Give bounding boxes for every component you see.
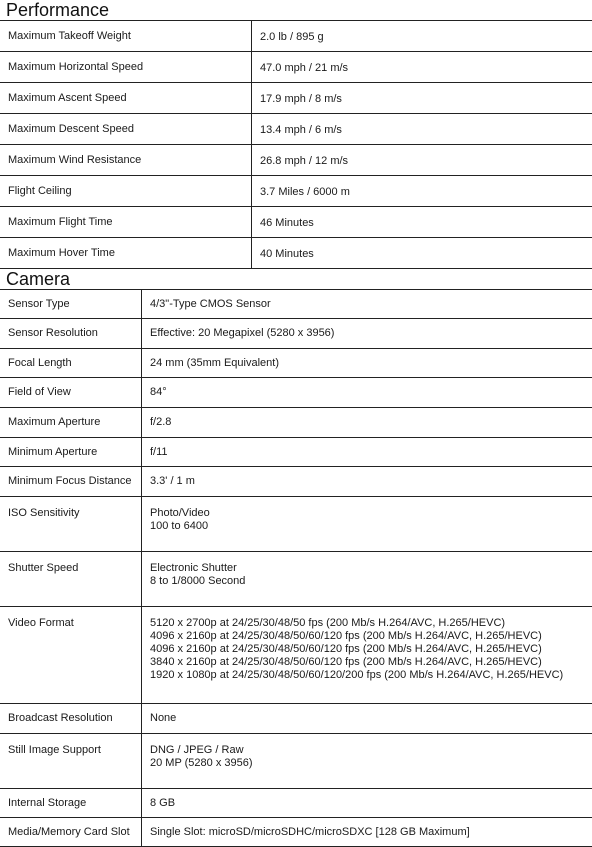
spec-value-line: 4096 x 2160p at 24/25/30/48/50/60/120 fps (200 Mb/s H.264/AVC, H.265/HEVC) [150, 630, 592, 643]
camera-row [0, 552, 592, 607]
camera-row [0, 349, 592, 378]
camera-row [0, 467, 592, 497]
camera-row [0, 497, 592, 552]
spec-value [142, 607, 592, 704]
camera-row [0, 290, 592, 319]
spec-label: Sensor Type [0, 290, 142, 319]
spec-value-line: 8 to 1/8000 Second [150, 575, 592, 588]
spec-value: 26.8 mph / 12 m/s [252, 145, 592, 176]
performance-heading: Performance [0, 0, 592, 20]
camera-row [0, 789, 592, 818]
spec-value-line: None [150, 712, 592, 725]
spec-value-line: 1920 x 1080p at 24/25/30/48/50/60/120/200 fps (200 Mb/s H.264/AVC, H.265/HEVC) [150, 669, 592, 682]
performance-row [0, 52, 592, 83]
spec-label: Field of View [0, 378, 142, 408]
performance-row [0, 238, 592, 269]
spec-label: Maximum Aperture [0, 408, 142, 438]
spec-value-line: 8 GB [150, 797, 592, 810]
camera-row [0, 734, 592, 789]
spec-value [142, 789, 592, 818]
spec-value [142, 378, 592, 408]
spec-label: Broadcast Resolution [0, 704, 142, 734]
spec-value: 2.0 lb / 895 g [252, 21, 592, 52]
spec-label: Minimum Aperture [0, 438, 142, 467]
spec-value-line: Single Slot: microSD/microSDHC/microSDXC [128 GB Maximum] [150, 826, 592, 839]
spec-value [142, 408, 592, 438]
spec-label: Maximum Flight Time [0, 207, 252, 238]
spec-value [142, 290, 592, 319]
spec-value: 3.7 Miles / 6000 m [252, 176, 592, 207]
camera-row [0, 704, 592, 734]
camera-row [0, 319, 592, 349]
spec-value [142, 552, 592, 607]
spec-value-line: 24 mm (35mm Equivalent) [150, 357, 592, 370]
spec-value [142, 467, 592, 497]
spec-label: Internal Storage [0, 789, 142, 818]
performance-row [0, 83, 592, 114]
spec-value [142, 734, 592, 789]
performance-row [0, 114, 592, 145]
spec-label: Minimum Focus Distance [0, 467, 142, 497]
spec-value-line: 5120 x 2700p at 24/25/30/48/50 fps (200 Mb/s H.264/AVC, H.265/HEVC) [150, 617, 592, 630]
spec-label: Maximum Hover Time [0, 238, 252, 269]
spec-label: Maximum Horizontal Speed [0, 52, 252, 83]
spec-value [142, 704, 592, 734]
spec-label: Sensor Resolution [0, 319, 142, 349]
spec-label: Focal Length [0, 349, 142, 378]
spec-value-line: Effective: 20 Megapixel (5280 x 3956) [150, 327, 592, 340]
spec-label: Flight Ceiling [0, 176, 252, 207]
spec-value-line: 3840 x 2160p at 24/25/30/48/50/60/120 fps (200 Mb/s H.264/AVC, H.265/HEVC) [150, 656, 592, 669]
performance-row [0, 176, 592, 207]
spec-value-line: Electronic Shutter [150, 562, 592, 575]
performance-row [0, 145, 592, 176]
spec-label: Maximum Wind Resistance [0, 145, 252, 176]
spec-label: ISO Sensitivity [0, 497, 142, 552]
performance-table [0, 20, 592, 269]
spec-value: 46 Minutes [252, 207, 592, 238]
spec-value: 47.0 mph / 21 m/s [252, 52, 592, 83]
spec-value: 13.4 mph / 6 m/s [252, 114, 592, 145]
spec-value-line: 84° [150, 386, 592, 399]
spec-label: Video Format [0, 607, 142, 704]
camera-row [0, 607, 592, 704]
spec-value [142, 818, 592, 847]
spec-value-line: 4096 x 2160p at 24/25/30/48/50/60/120 fps (200 Mb/s H.264/AVC, H.265/HEVC) [150, 643, 592, 656]
spec-value [142, 438, 592, 467]
camera-row [0, 378, 592, 408]
spec-value-line: DNG / JPEG / Raw [150, 744, 592, 757]
spec-label: Media/Memory Card Slot [0, 818, 142, 847]
camera-heading: Camera [0, 269, 592, 289]
performance-row [0, 207, 592, 238]
spec-value: 40 Minutes [252, 238, 592, 269]
spec-label: Shutter Speed [0, 552, 142, 607]
spec-value [142, 497, 592, 552]
spec-value [142, 349, 592, 378]
performance-row [0, 21, 592, 52]
spec-value-line: 4/3"-Type CMOS Sensor [150, 298, 592, 311]
spec-label: Maximum Takeoff Weight [0, 21, 252, 52]
camera-row [0, 408, 592, 438]
spec-value [142, 319, 592, 349]
camera-table [0, 289, 592, 847]
camera-row [0, 438, 592, 467]
spec-value-line: f/11 [150, 446, 592, 459]
spec-value-line: 20 MP (5280 x 3956) [150, 757, 592, 770]
camera-row [0, 818, 592, 847]
spec-label: Maximum Ascent Speed [0, 83, 252, 114]
spec-value-line: 100 to 6400 [150, 520, 592, 533]
spec-value: 17.9 mph / 8 m/s [252, 83, 592, 114]
spec-label: Maximum Descent Speed [0, 114, 252, 145]
spec-value-line: 3.3' / 1 m [150, 475, 592, 488]
spec-value-line: f/2.8 [150, 416, 592, 429]
spec-value-line: Photo/Video [150, 507, 592, 520]
spec-label: Still Image Support [0, 734, 142, 789]
